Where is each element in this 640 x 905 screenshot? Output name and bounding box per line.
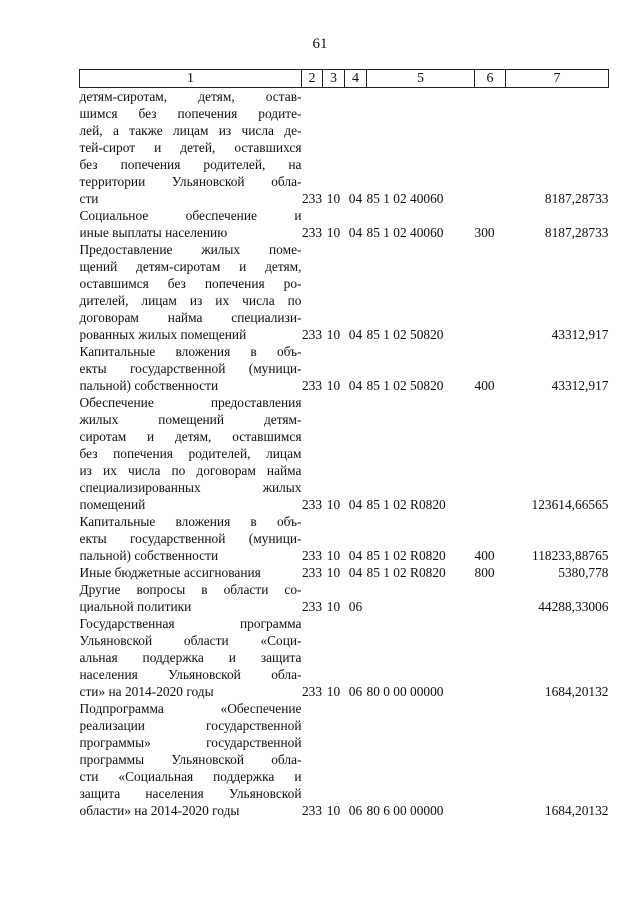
subsection-code: 06 <box>348 684 363 699</box>
expense-type-code <box>475 241 506 343</box>
amount: 1684,20132 <box>544 803 609 818</box>
table-row <box>80 343 609 394</box>
expense-type-code: 400 <box>474 548 495 563</box>
row-name-line: альная поддержка и защита <box>79 650 302 665</box>
row-name <box>80 207 302 241</box>
section-code: 10 <box>326 565 341 580</box>
row-name-line: Предоставление жилых поме- <box>79 242 302 257</box>
row-name-line: населения Ульяновской обла- <box>79 667 302 682</box>
table-row <box>80 581 609 615</box>
subsection-code: 04 <box>348 191 363 206</box>
row-name-line: Капитальные вложения в объ- <box>79 344 302 359</box>
target-article-code: 85 1 02 50820 <box>366 327 444 342</box>
target-article-code: 85 1 02 R0820 <box>366 497 446 512</box>
row-name-line: жилых помещений детям- <box>79 412 302 427</box>
row-name-line: дителей, лицам из их числа по <box>79 293 302 308</box>
subsection-code: 04 <box>348 497 363 512</box>
row-name-line: сти <box>79 191 99 206</box>
row-name-line: Капитальные вложения в объ- <box>79 514 302 529</box>
section-code: 10 <box>326 803 341 818</box>
row-name-line: программы Ульяновской обла- <box>79 752 302 767</box>
row-name <box>80 394 302 513</box>
amount: 43312,917 <box>551 327 609 342</box>
section-code: 10 <box>326 599 341 614</box>
row-name-line: щений детям-сиротам и детям, <box>79 259 302 274</box>
ministry-code: 233 <box>301 548 323 563</box>
row-name-line: Другие вопросы в области со- <box>79 582 302 597</box>
expense-type-code <box>475 394 506 513</box>
table-row <box>80 700 609 819</box>
amount: 123614,66565 <box>531 497 609 512</box>
row-name-line: Обеспечение предоставления <box>79 395 302 410</box>
row-name-line: екты государственной (муници- <box>79 361 302 376</box>
amount: 8187,28733 <box>544 225 609 240</box>
table-row <box>80 564 609 581</box>
ministry-code: 233 <box>301 378 323 393</box>
row-name-line: пальной) собственности <box>79 378 219 393</box>
target-article-code: 85 1 02 50820 <box>366 378 444 393</box>
row-name-line: тей-сирот и детей, оставшихся <box>79 140 302 155</box>
row-name-line: помещений <box>79 497 146 512</box>
section-code: 10 <box>326 191 341 206</box>
row-name-line: Социальное обеспечение и <box>79 208 302 223</box>
amount: 118233,88765 <box>532 548 609 563</box>
expense-type-code <box>475 88 506 208</box>
col-header-4: 4 <box>345 70 367 88</box>
table-row <box>80 615 609 700</box>
row-name <box>80 343 302 394</box>
subsection-code: 06 <box>348 599 363 614</box>
ministry-code: 233 <box>301 191 323 206</box>
col-header-1: 1 <box>80 70 302 88</box>
row-name <box>80 581 302 615</box>
table-row <box>80 394 609 513</box>
table-row <box>80 241 609 343</box>
row-name-line: без попечения родителей, лицам <box>79 446 302 461</box>
amount: 8187,28733 <box>544 191 609 206</box>
row-name-line: Ульяновской области «Соци- <box>79 633 302 648</box>
amount: 43312,917 <box>551 378 609 393</box>
table-body <box>80 88 609 820</box>
row-name <box>80 513 302 564</box>
budget-table <box>79 69 609 819</box>
row-name <box>80 88 302 208</box>
row-name-line: без попечения родителей, на <box>79 157 302 172</box>
subsection-code: 04 <box>348 548 363 563</box>
col-header-2: 2 <box>302 70 323 88</box>
row-name-line: пальной) собственности <box>79 548 219 563</box>
row-name <box>80 241 302 343</box>
expense-type-code <box>475 581 506 615</box>
row-name-line: шимся без попечения родите- <box>79 106 302 121</box>
col-header-6: 6 <box>475 70 506 88</box>
subsection-code: 04 <box>348 378 363 393</box>
ministry-code: 233 <box>301 599 323 614</box>
subsection-code: 04 <box>348 565 363 580</box>
target-article-code: 85 1 02 R0820 <box>366 548 446 563</box>
row-name-line: Подпрограмма «Обеспечение <box>79 701 302 716</box>
target-article-code: 80 6 00 00000 <box>366 803 444 818</box>
section-code: 10 <box>326 327 341 342</box>
subsection-code: 04 <box>348 327 363 342</box>
row-name-line: специализированных жилых <box>79 480 302 495</box>
row-name-line: реализации государственной <box>79 718 302 733</box>
row-name-line: рованных жилых помещений <box>79 327 247 342</box>
table-row <box>80 513 609 564</box>
amount: 44288,33006 <box>538 599 609 614</box>
ministry-code: 233 <box>301 684 323 699</box>
ministry-code: 233 <box>301 327 323 342</box>
section-code: 10 <box>326 548 341 563</box>
col-header-7: 7 <box>506 70 609 88</box>
subsection-code: 06 <box>348 803 363 818</box>
row-name-line: Иные бюджетные ассигнования <box>79 565 261 580</box>
ministry-code: 233 <box>301 565 323 580</box>
row-name-line: Государственная программа <box>79 616 302 631</box>
ministry-code: 233 <box>301 803 323 818</box>
section-code: 10 <box>326 684 341 699</box>
ministry-code: 233 <box>301 497 323 512</box>
row-name <box>80 615 302 700</box>
section-code: 10 <box>326 225 341 240</box>
target-article-code <box>367 581 475 615</box>
expense-type-code <box>475 615 506 700</box>
section-code: 10 <box>326 497 341 512</box>
row-name-line: детям-сиротам, детям, остав- <box>79 89 302 104</box>
row-name-line: оставшимся без попечения ро- <box>79 276 302 291</box>
subsection-code: 04 <box>348 225 363 240</box>
row-name-line: территории Ульяновской обла- <box>79 174 302 189</box>
target-article-code: 85 1 02 40060 <box>366 191 444 206</box>
page-number: 61 <box>312 36 328 52</box>
col-header-3: 3 <box>323 70 345 88</box>
row-name-line: циальной политики <box>79 599 192 614</box>
row-name-line: программы» государственной <box>79 735 302 750</box>
target-article-code: 80 0 00 00000 <box>366 684 444 699</box>
expense-type-code: 800 <box>474 565 495 580</box>
ministry-code: 233 <box>301 225 323 240</box>
amount: 1684,20132 <box>544 684 609 699</box>
row-name-line: лей, а также лицам из числа де- <box>79 123 302 138</box>
row-name-line: договорам найма специализи- <box>79 310 302 325</box>
section-code: 10 <box>326 378 341 393</box>
table-row <box>80 88 609 208</box>
row-name-line: из их числа по договорам найма <box>79 463 302 478</box>
row-name-line: области» на 2014-2020 годы <box>79 803 240 818</box>
expense-type-code: 400 <box>474 378 495 393</box>
expense-type-code <box>475 700 506 819</box>
header-row <box>80 70 609 88</box>
target-article-code: 85 1 02 40060 <box>366 225 444 240</box>
col-header-5: 5 <box>367 70 475 88</box>
amount: 5380,778 <box>558 565 609 580</box>
table-row <box>80 207 609 241</box>
row-name-line: сти» на 2014-2020 годы <box>79 684 214 699</box>
target-article-code: 85 1 02 R0820 <box>366 565 446 580</box>
row-name-line: иные выплаты населению <box>79 225 228 240</box>
row-name-line: сти «Социальная поддержка и <box>79 769 302 784</box>
expense-type-code: 300 <box>474 225 495 240</box>
row-name <box>80 700 302 819</box>
row-name-line: екты государственной (муници- <box>79 531 302 546</box>
row-name <box>80 564 302 581</box>
row-name-line: сиротам и детям, оставшимся <box>79 429 302 444</box>
row-name-line: защита населения Ульяновской <box>79 786 302 801</box>
